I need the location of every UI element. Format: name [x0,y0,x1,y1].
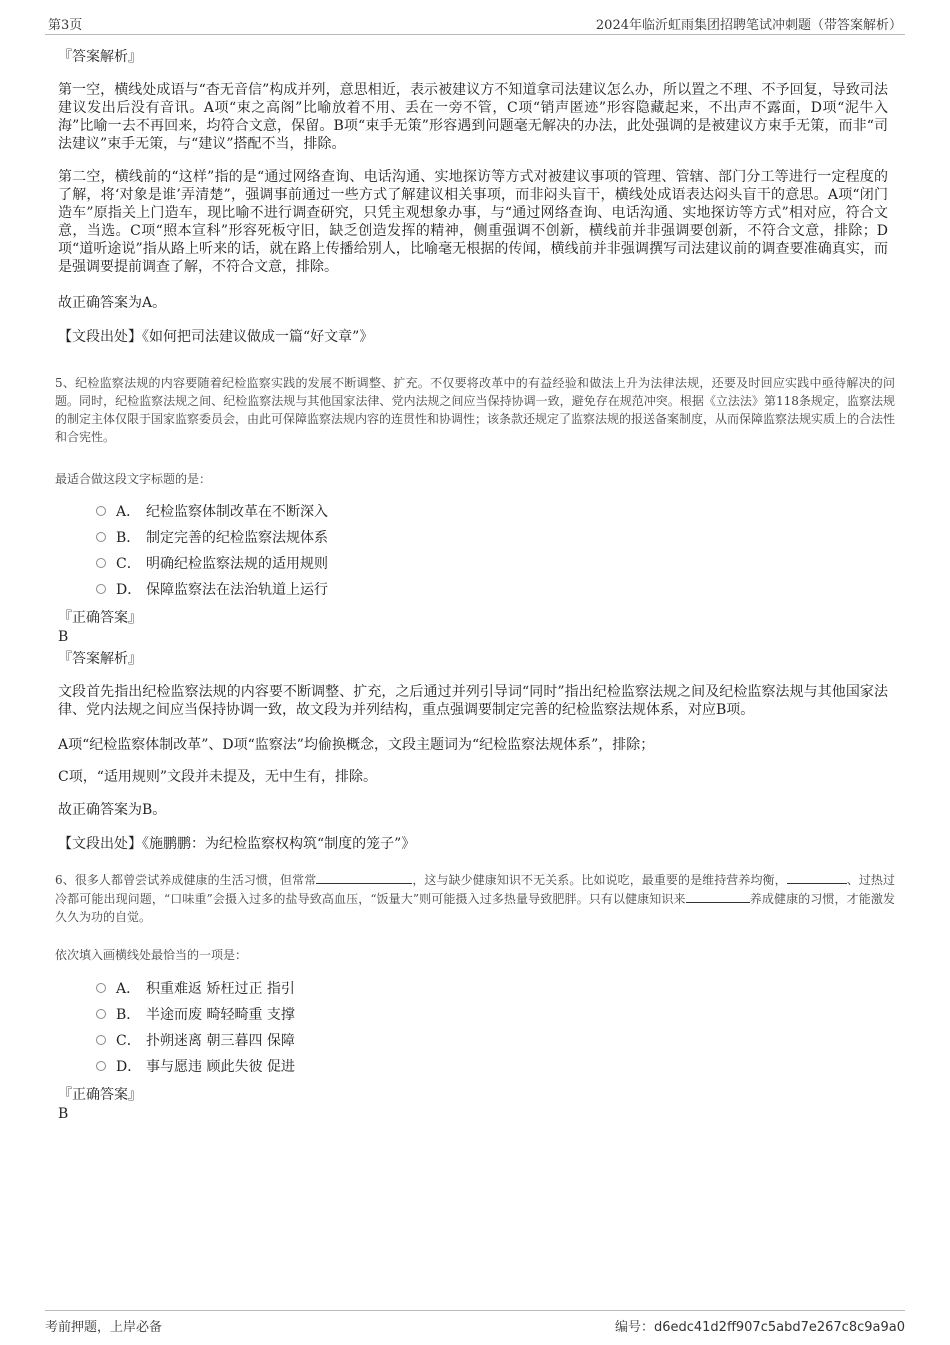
q5-stem: 5、纪检监察法规的内容要随着纪检监察实践的发展不断调整、扩充。不仅要将改革中的有益经验和做法上升为法律法规，还要及时回应实践中亟待解决的问题。同时，纪检监察法规之间、纪检监察法规与其他国家法律、党内法规之间应当保持协调一致，避免存在规范冲突。根据《立法法》第118条规定，监察法规的制定主体仅限于国家监察委员会，由此可保障监察法规内容的连贯性和协调性；该条款还规定了监察法规的报送备案制度，从而保障监察法规实质上的合法性和合宪性。 [55,376,896,444]
q5-analysis-paragraph-1: 文段首先指出纪检监察法规的内容要不断调整、扩充，之后通过并列引导词“同时”指出纪检监察法规之间及纪检监察法规与其他国家法律、党内法规之间应当保持协调一致，故文段为并列结构，重点强调要制定完善的纪检监察法规体系，对应B项。 [58,684,888,718]
q5-option-d[interactable]: D． 保障监察法在法治轨道上运行 [96,580,328,600]
q5-option-c[interactable]: C． 明确纪检监察法规的适用规则 [96,554,328,574]
radio-icon[interactable] [96,584,106,594]
radio-icon[interactable] [96,1009,106,1019]
page-footer [45,1310,905,1335]
fill-blank-3 [686,889,750,903]
q6-prompt: 依次填入画横线处最恰当的一项是： [55,948,248,962]
radio-icon[interactable] [96,983,106,993]
fill-blank-2 [787,870,847,884]
radio-icon[interactable] [96,506,106,516]
q4-analysis-label: 『答案解析』 [58,49,142,65]
q4-analysis-paragraph-2: 第二空，横线前的“这样”指的是“通过网络查询、电话沟通、实地探访等方式对被建议事项的管理、管辖、部门分工等进行一定程度的了解，将‘对象是谁’弄清楚”，强调事前通过一些方式了解建议相关事项，而非闷头盲干，横线处成语表达闷头盲干的意思。A项“闭门造车”原指关上门造车，现比喻不进行调查研究，只凭主观想象办事，与“通过网络查询、电话沟通、实地探访等方式”相对应，符合文意，当选。C项“照本宣科”形容死板守旧，缺乏创造发挥的精神，侧重强调不创新，横线前并非强调要创新，不符合文意，排除；D项“道听途说”指从路上听来的话，就在路上传播给别人，比喻毫无根据的传闻，横线前并非强调撰写司法建议前的调查要准确真实，而是强调要提前调查了解，不符合文意，排除。 [58,169,888,275]
footer-slogan: 考前押题，上岸必备 [45,1320,163,1335]
q6-answer: B [58,1106,69,1122]
q5-option-a[interactable]: A． 纪检监察体制改革在不断深入 [96,502,328,522]
q5-analysis-paragraph-2: A项“纪检监察体制改革”、D项“监察法”均偷换概念，文段主题词为“纪检监察法规体系”，排除； [58,737,655,753]
q6-option-a[interactable]: A． 积重难返 矫枉过正 指引 [96,979,295,999]
radio-icon[interactable] [96,1035,106,1045]
q4-analysis-paragraph-1: 第一空，横线处成语与“杳无音信”构成并列，意思相近，表示被建议方不知道拿司法建议怎么办，所以置之不理、不予回复，导致司法建议发出后没有音讯。A项“束之高阁”比喻放着不用、丢在一旁不管，C项“销声匿迹”形容隐藏起来，不出声不露面，D项“泥牛入海”比喻一去不再回来，均符合文意，保留。B项“束手无策”形容遇到问题毫无解决的办法，此处强调的是被建议方束手无策，而非“司法建议”束手无策，与“建议”搭配不当，排除。 [58,82,888,152]
q5-answer-label: 『正确答案』 [58,610,142,626]
q6-stem: 6、很多人都曾尝试养成健康的生活习惯，但常常 ，这与缺少健康知识不无关系。比如说吃，最重要的是维持营养均衡， 、过热过冷都可能出现问题，“口味重”会摄入过多的盐导致高血压，“饭量大”则可能摄入过多热量导致肥胖。只有以健康知识来 养成健康的习惯，才能激发久久为功的自觉。 [55,870,895,926]
fill-blank-1 [316,870,412,884]
q5-prompt: 最适合做这段文字标题的是： [55,472,212,486]
page-number: 第3页 [48,18,83,33]
q5-analysis-label: 『答案解析』 [58,651,142,667]
radio-icon[interactable] [96,558,106,568]
q4-conclusion: 故正确答案为A。 [58,295,167,311]
q6-answer-label: 『正确答案』 [58,1087,142,1103]
radio-icon[interactable] [96,1061,106,1071]
q4-source: 【文段出处】《如何把司法建议做成一篇“好文章”》 [58,329,374,345]
document-title: 2024年临沂虹雨集团招聘笔试冲刺题（带答案解析） [595,18,902,33]
q6-option-d[interactable]: D． 事与愿违 顾此失彼 促进 [96,1057,295,1077]
document-code: 编号：d6edc41d2ff907c5abd7e267c8c9a9a0 [614,1320,905,1335]
q5-source: 【文段出处】《施鹏鹏：为纪检监察权构筑“制度的笼子”》 [58,836,416,852]
q5-option-b[interactable]: B． 制定完善的纪检监察法规体系 [96,528,328,548]
q5-analysis-paragraph-3: C项，“适用规则”文段并未提及，无中生有，排除。 [58,769,378,785]
q5-conclusion: 故正确答案为B。 [58,802,167,818]
q6-option-b[interactable]: B． 半途而废 畸轻畸重 支撑 [96,1005,295,1025]
radio-icon[interactable] [96,532,106,542]
q5-answer: B [58,629,69,645]
page-header [45,10,905,35]
q6-option-c[interactable]: C． 扑朔迷离 朝三暮四 保障 [96,1031,295,1051]
